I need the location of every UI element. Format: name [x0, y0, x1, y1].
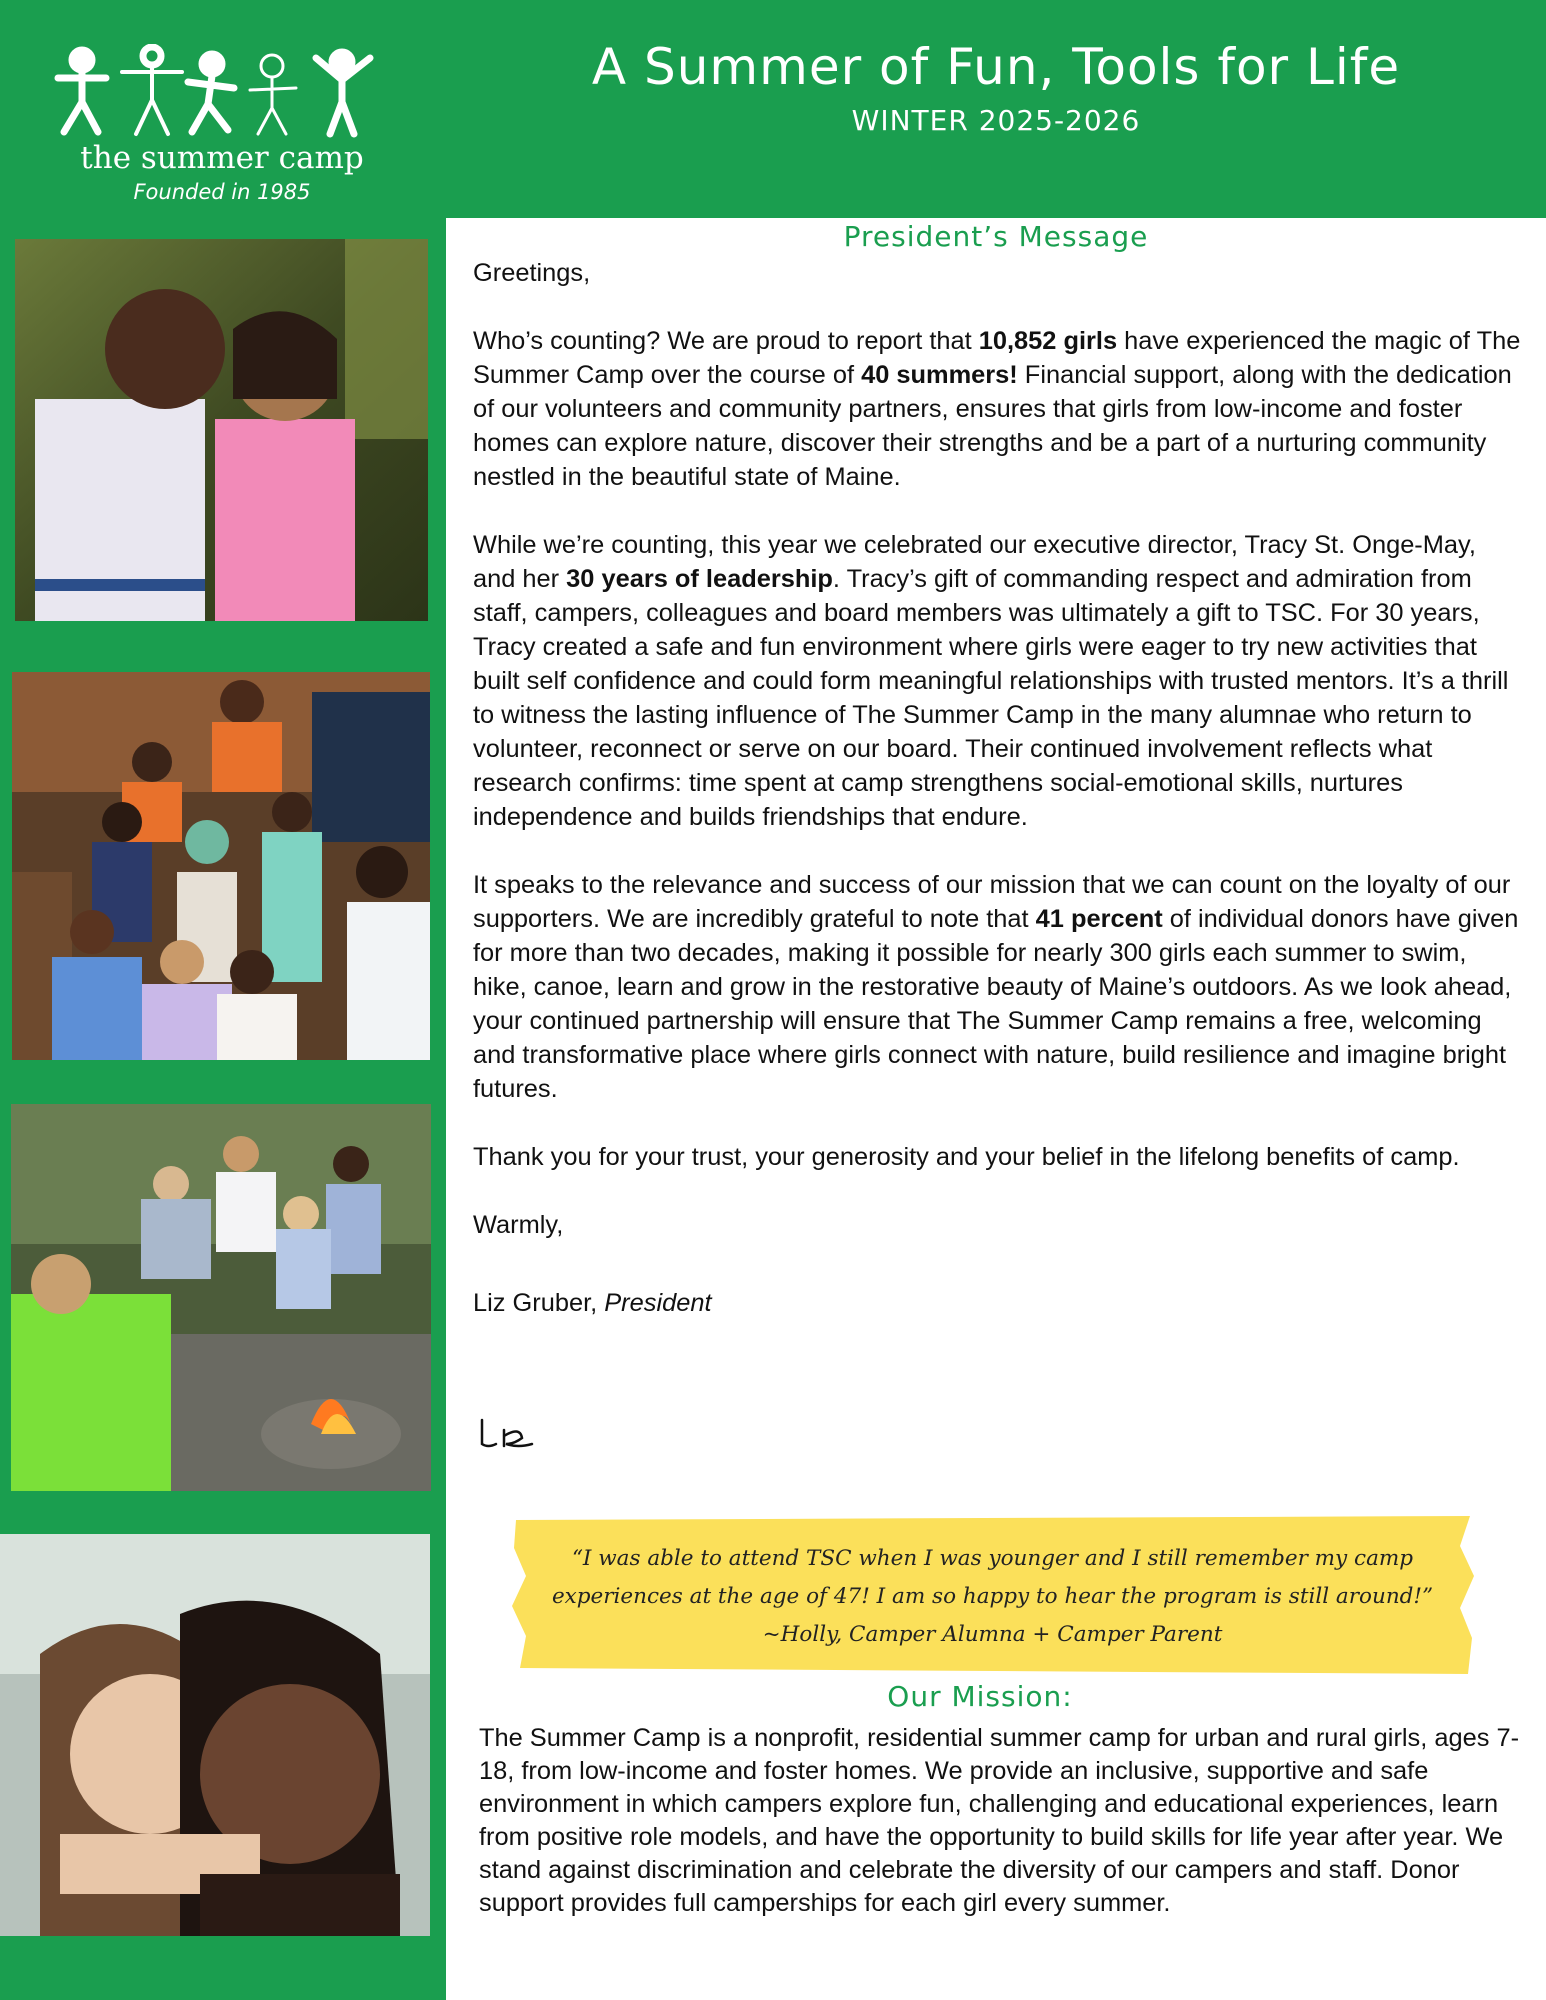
paragraph-2: [473, 528, 1523, 834]
closing: Warmly,: [473, 1211, 564, 1239]
paragraph-1-text-b: have experienced the magic of The Summer Camp over the course of: [473, 327, 1521, 389]
newsletter-title: A Summer of Fun, Tools for Life: [591, 38, 1401, 96]
paragraph-1-text-c: Financial support, along with the dedication of our volunteers and community partners, ensures that girls from low-income and foster homes can explore nature, discover their strengths and be a part of a nurturing community nestled in the beautiful state of Maine.: [473, 361, 1512, 491]
president-message-heading: President’s Message: [843, 220, 1149, 253]
paragraph-1: [473, 324, 1523, 494]
stat-girls-count: 10,852 girls: [978, 327, 1118, 355]
newsletter-subtitle: WINTER 2025-2026: [851, 104, 1141, 137]
testimonial-quote: [510, 1540, 1475, 1654]
quote-line-1: “I was able to attend TSC when I was younger and I still remember my camp: [571, 1546, 1414, 1571]
photo-two-campers-towels: [15, 239, 428, 621]
signature-icon: [474, 1414, 538, 1458]
paragraph-3-text-a: It speaks to the relevance and success of our mission that we can count on the loyalty of our supporters. We are incredibly grateful to note that: [473, 871, 1511, 933]
stat-donor-percent: 41 percent: [1035, 905, 1163, 933]
quote-attribution: ~Holly, Camper Alumna + Camper Parent: [762, 1622, 1223, 1647]
paragraph-3-text-b: of individual donors have given for more than two decades, making it possible for nearly 300 girls each summer to swim, hike, canoe, learn and grow in the restorative beauty of Maine’s outdoors. As we look ahead, your continued partnership will ensure that The Summer Camp remains a free, welcoming and transformative place where girls connect with nature, build resilience and imagine bright futures.: [473, 905, 1519, 1103]
logo-founded-year: Founded in 1985: [133, 180, 311, 204]
mission-heading: Our Mission:: [887, 1680, 1073, 1713]
paragraph-2-text-b: . Tracy’s gift of commanding respect and admiration from staff, campers, colleagues and board members was ultimately a gift to TSC. For 30 years, Tracy created a safe and fun environment where girls were eager to try new activities that built self confidence and could form meaningful relationships with trusted mentors. It’s a thrill to witness the lasting influence of The Summer Camp in the many alumnae who return to volunteer, reconnect or serve on our board. Their continued involvement reflects what research confirms: time spent at camp strengthens social-emotional skills, nurtures independence and builds friendships that endure.: [473, 565, 1509, 831]
signer-line: [473, 1286, 1523, 1320]
photo-two-girls-hug: [0, 1534, 430, 1936]
stick-figures-logo-icon: [52, 44, 392, 140]
stat-summers: 40 summers!: [861, 361, 1018, 389]
testimonial-banner: [510, 1516, 1475, 1674]
signer-name: Liz Gruber,: [473, 1289, 605, 1317]
signer-title: President: [604, 1289, 712, 1317]
camp-logo: [52, 44, 392, 214]
photo-group-on-stairs: [12, 672, 430, 1060]
quote-line-2: experiences at the age of 47! I am so happy to hear the program is still around!”: [551, 1584, 1434, 1609]
paragraph-1-text-a: Who’s counting? We are proud to report that: [473, 327, 979, 355]
stat-years-leadership: 30 years of leadership: [566, 565, 833, 593]
mission-text: The Summer Camp is a nonprofit, residential summer camp for urban and rural girls, ages 7-18, from low-income and foster homes. We provide an inclusive, supportive and safe environment in which campers explore fun, challenging and educational experiences, learn from positive role models, and have the opportunity to build skills for life year after year. We stand against discrimination and celebrate the diversity of our campers and staff. Donor support provides full camperships for each girl every summer.: [479, 1724, 1520, 1917]
logo-name: the summer camp: [80, 140, 364, 176]
paragraph-2-text-a: While we’re counting, this year we celebrated our executive director, Tracy St. Onge-May, and her: [473, 531, 1476, 593]
paragraph-4: Thank you for your trust, your generosity and your belief in the lifelong benefits of camp.: [473, 1143, 1460, 1171]
president-message-body: [473, 256, 1523, 1320]
greeting: Greetings,: [473, 259, 591, 287]
paragraph-3: [473, 868, 1523, 1106]
photo-campfire-marshmallows: [11, 1104, 431, 1491]
